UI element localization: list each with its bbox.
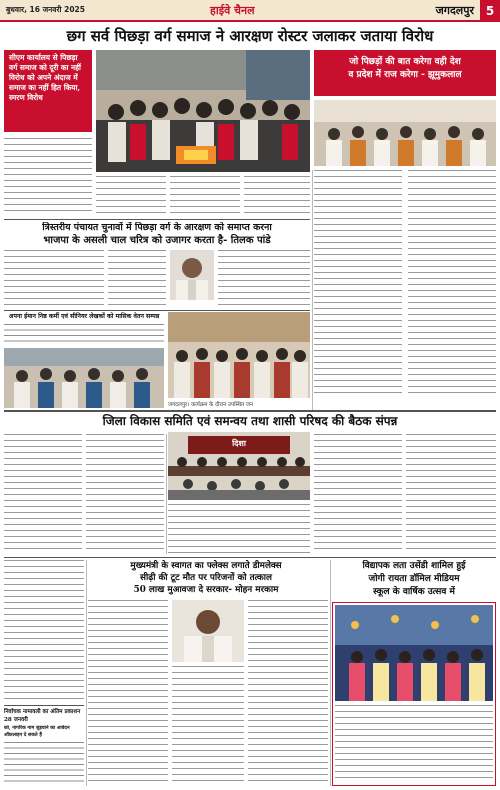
divider <box>4 219 310 220</box>
school-event-section <box>332 602 496 786</box>
school-event-photo <box>335 605 493 701</box>
story4-col2-text <box>86 434 164 554</box>
group-photo <box>168 312 310 398</box>
story1-col2-text <box>96 176 166 216</box>
divider <box>4 557 496 558</box>
protest-photo <box>96 50 310 172</box>
story7-headline-line3: स्कूल के वार्षिक उत्सव में <box>373 587 455 597</box>
story5-col1-text <box>88 600 168 786</box>
school-event-text <box>335 705 493 783</box>
story4-col1-text <box>4 434 82 554</box>
group-photo-caption: जगदलपुर। कार्यक्रम के दौरान उपस्थित जन <box>168 402 254 408</box>
story4-col5-text <box>168 504 310 554</box>
column-divider <box>330 560 331 786</box>
story2-col1-text <box>4 250 104 306</box>
meeting-photo <box>314 100 496 166</box>
column-divider <box>312 170 313 410</box>
column-divider <box>166 434 167 554</box>
story2-headline-line1: त्रिस्तरीय पंचायत चुनावों में पिछड़ा वर्ग के आरक्षण को समाप्त करना <box>42 222 272 233</box>
story3-headline: अपना ईमान निष्ठ कर्मी एवं सीनियर लेखकों को मासिक वेतन सम्पन्न <box>8 313 160 320</box>
story1-col1-text <box>4 138 92 216</box>
masthead <box>0 0 500 22</box>
side-highlight-box: सीएम कार्यालय से पिछड़ा वर्ग समाज को दूरी का नहीं विरोध को अपने अंदाज में समाज का नहीं हित किया, स्मरण विरोध <box>4 50 92 132</box>
divider <box>4 705 84 706</box>
story7-headline-line1: विद्यापक लता उसेंडी शामिल हुई <box>362 561 466 571</box>
story5-col3-text <box>248 600 328 786</box>
portrait-photo-2 <box>172 600 244 662</box>
story2-headline-line2: भाजपा के असली चाल चरित्र को उजागर करता है- तिलक पांडे <box>43 235 271 246</box>
story4-col4-text <box>406 434 496 554</box>
story6-text <box>4 742 84 786</box>
right-col2-text <box>408 170 496 398</box>
story6-headline-line1: निर्वाचक नामावली का अंतिम प्रकाशन 28 जनवरी <box>4 709 81 723</box>
portrait-photo <box>170 250 214 300</box>
main-headline: छग सर्व पिछड़ा वर्ग समाज ने आरक्षण रोस्टर जलाकर जताया विरोध <box>66 27 434 45</box>
newspaper-brand: हाईवे चैनल <box>210 4 255 17</box>
story5-headline-line1: मुख्यमंत्री के स्वागत का फ्लेक्स लगाते डीमलेक्स <box>130 561 282 571</box>
story2-col2-text <box>108 250 166 306</box>
story4-col3-text <box>314 434 402 554</box>
story3-intro-text <box>4 324 164 344</box>
meeting-hall-photo <box>168 432 310 500</box>
story5-headline-line3: 50 लाख मुआवजा दे सरकार- मोहन मरकाम <box>133 585 279 595</box>
story6-headline-line2: को, नागरिक नाम जुड़वाने का आवेदन ऑफ़लाइन दे सकते हैं <box>4 725 70 738</box>
page-number: 5 <box>480 0 500 22</box>
story5-left-col-text <box>4 560 84 702</box>
quote-callout <box>314 50 496 96</box>
story7-headline-line2: जोगी रायता डॉमिल मीडियम <box>368 574 460 584</box>
right-col1-text <box>314 170 402 398</box>
quote-line-1: जो पिछड़ों की बात करेगा वही देश <box>349 57 461 67</box>
column-divider <box>86 560 87 786</box>
issue-date: बुधवार, 16 जनवरी 2025 <box>6 5 85 14</box>
story2-col3-text <box>218 250 310 306</box>
divider <box>4 310 310 311</box>
quote-line-2: व प्रदेश में राज करेगा - झूमुकलाल <box>348 70 462 80</box>
photo-banner-text: दिशा <box>232 438 246 448</box>
story5-col2-text <box>172 666 244 786</box>
edition-city: जगदलपुर <box>435 4 474 17</box>
divider <box>4 410 496 412</box>
story5-headline-line2: सीढ़ी की टूट मौत पर परिजनों को तत्काल <box>140 573 272 583</box>
event-photo <box>4 348 164 408</box>
story1-col4-text <box>244 176 310 216</box>
story1-col3-text <box>170 176 240 216</box>
story4-headline: जिला विकास समिति एवं समन्वय तथा शासी परिषद की बैठक संपन्न <box>102 414 398 428</box>
